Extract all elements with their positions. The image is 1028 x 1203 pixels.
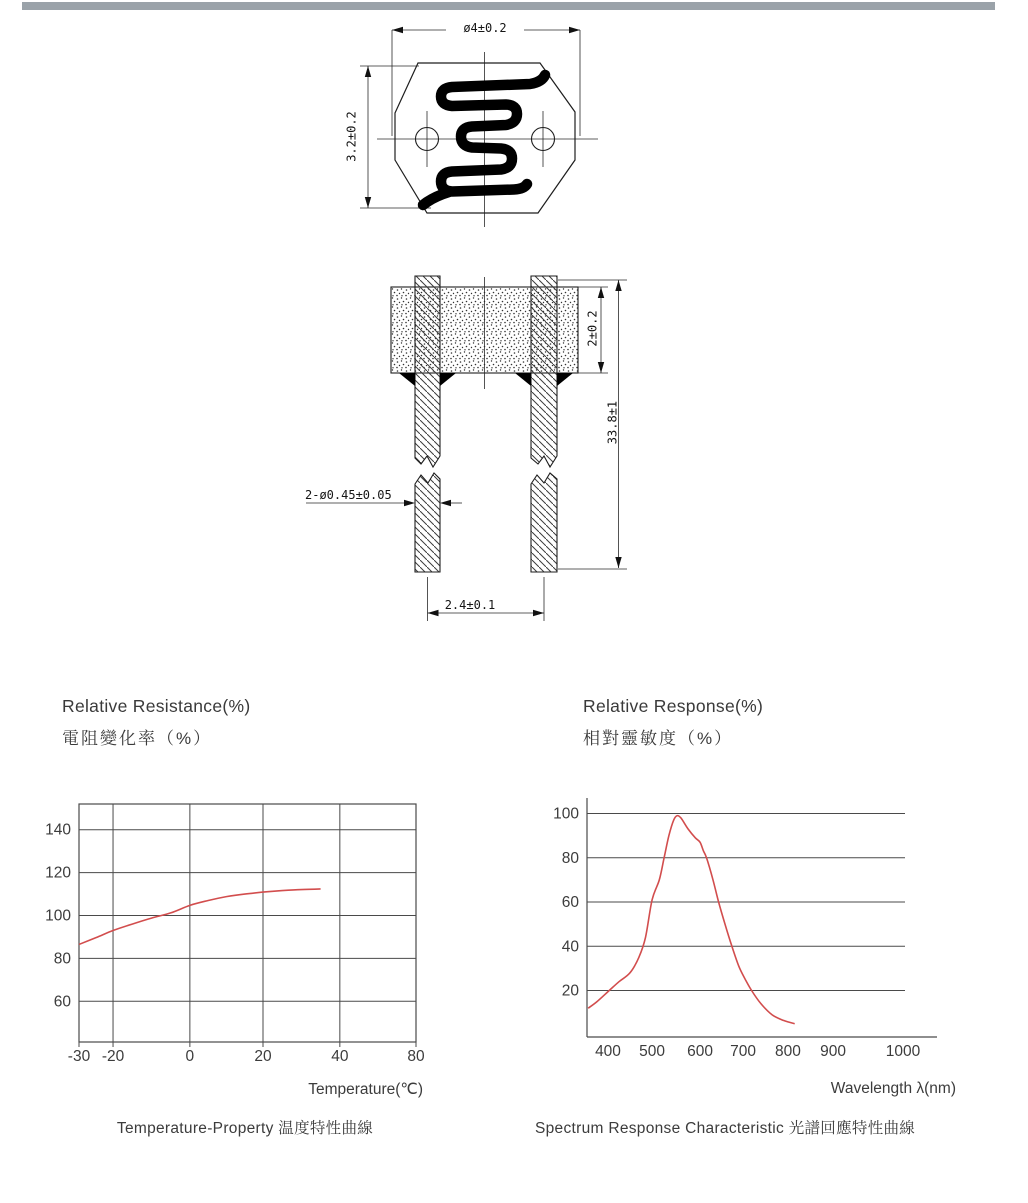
temperature-chart-title-en: Relative Resistance(%)	[62, 696, 251, 716]
svg-text:100: 100	[553, 805, 579, 823]
svg-text:600: 600	[687, 1043, 713, 1060]
dim-label-diameter: ø4±0.2	[463, 21, 507, 35]
svg-text:-30: -30	[67, 1048, 91, 1065]
svg-text:0: 0	[185, 1048, 195, 1065]
svg-text:40: 40	[331, 1048, 349, 1065]
svg-text:20: 20	[254, 1048, 272, 1065]
svg-text:80: 80	[407, 1048, 425, 1065]
spectrum-chart-title-cjk: 相對靈敏度（%）	[583, 729, 734, 748]
svg-text:100: 100	[45, 907, 71, 925]
svg-text:80: 80	[53, 950, 71, 968]
temperature-chart-title	[62, 696, 250, 749]
serpentine-track	[423, 75, 545, 205]
spectrum-chart-title	[583, 696, 763, 749]
dim-label-body-thickness: 2±0.2	[585, 310, 600, 347]
svg-text:60: 60	[53, 993, 71, 1011]
svg-text:1000: 1000	[885, 1043, 921, 1060]
svg-text:700: 700	[730, 1043, 757, 1060]
temperature-chart-canvas	[30, 795, 435, 1080]
dim-label-lead-length: 33.8±1	[605, 400, 620, 445]
temperature-chart-caption: Temperature-Property 温度特性曲線	[116, 1120, 374, 1137]
temperature-chart-title-cjk: 電阻變化率（%）	[62, 729, 213, 748]
dim-label-lead-diameter: 2-ø0.45±0.05	[305, 488, 392, 502]
svg-text:400: 400	[595, 1043, 621, 1060]
svg-text:500: 500	[639, 1043, 666, 1060]
svg-text:140: 140	[45, 821, 71, 839]
svg-text:900: 900	[820, 1043, 846, 1060]
spectrum-chart-caption: Spectrum Response Characteristic 光譜回應特性曲線	[535, 1120, 916, 1137]
spectrum-x-axis-label: Wavelength λ(nm)	[830, 1080, 956, 1097]
dim-label-height: 3.2±0.2	[344, 111, 359, 162]
svg-text:20: 20	[561, 982, 579, 1000]
svg-text:800: 800	[774, 1043, 801, 1060]
temperature-x-axis-label: Temperature(℃)	[308, 1081, 423, 1098]
svg-text:-20: -20	[101, 1048, 125, 1065]
svg-text:120: 120	[45, 864, 71, 882]
spectrum-chart-title-en: Relative Response(%)	[583, 696, 764, 716]
dim-label-lead-spacing: 2.4±0.1	[444, 598, 496, 612]
svg-text:60: 60	[561, 894, 579, 912]
svg-text:40: 40	[561, 938, 579, 956]
top-view-arrows	[365, 27, 580, 208]
svg-text:80: 80	[561, 849, 579, 867]
spectrum-chart-canvas	[550, 793, 980, 1080]
